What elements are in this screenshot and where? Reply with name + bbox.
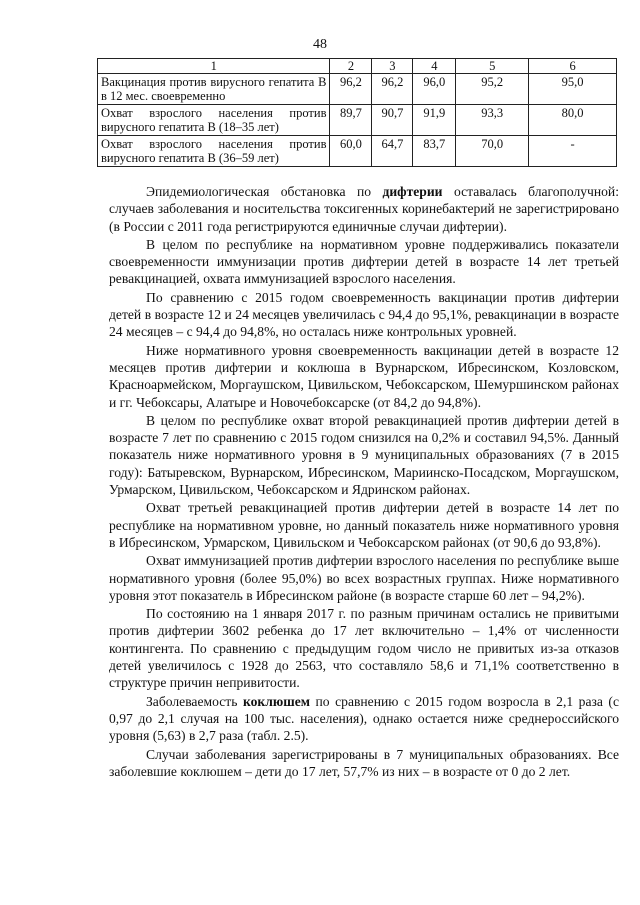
table-row (98, 105, 617, 136)
paragraph-below-normative-districts: Ниже нормативного уровня своевременность вакцинации детей в возрасте 12 месяцев против дифтерии и коклюша в Вурнарском, Ибресинском, Козловском, Красноармейском, Моргаушском, Цивильском, Чебоксарском, Шемуршинском районах и гг. Чебоксары, Алатыре и Новочебоксарске (от 84,2 до 94,8%). (109, 342, 619, 410)
table-cell: 83,7 (413, 136, 456, 167)
paragraph-adult-immunization: Охват иммунизацией против дифтерии взрослого населения по республике выше нормативного уровня (более 95,0%) во всех возрастных группах. Ниже нормативного уровня этот показатель в Ибресинском районе (в возрасте старше 60 лет – 94,2%). (109, 553, 619, 603)
table-row-label: Вакцинация против вирусного гепатита В в 12 мес. своевременно (98, 74, 330, 105)
paragraph-third-revaccination: Охват третьей ревакцинацией против дифтерии детей в возрасте 14 лет по республике на нормативном уровне, но данный показатель ниже нормативного уровня в Ибресинском, Урмарском, Цивильском и Чебоксарском районах (от 90,6 до 93,8%). (109, 500, 619, 550)
paragraph-unvaccinated: По состоянию на 1 января 2017 г. по разным причинам остались не привитыми против дифтерии 3602 ребенка до 17 лет включительно – 1,4% от численности контингента. По сравнению с предыдущим годом число не привитых из-за отказов детей увеличилось с 1928 до 2563, что составляло 58,6 и 71,1% соответственно в структуре причин непривитости. (109, 606, 619, 691)
table-cell: 60,0 (330, 136, 372, 167)
table-cell: 95,0 (529, 74, 617, 105)
table-row-label: Охват взрослого населения против вирусного гепатита В (36–59 лет) (98, 136, 330, 167)
table-header-cell: 2 (330, 59, 372, 74)
table-header-cell: 5 (456, 59, 529, 74)
table-header-row (98, 59, 617, 74)
table-cell: 90,7 (372, 105, 413, 136)
paragraph-pertussis-cases: Случаи заболевания зарегистрированы в 7 муниципальных образованиях. Все заболевшие коклюшем – дети до 17 лет, 57,7% из них – в возрасте от 0 до 2 лет. (109, 746, 619, 779)
paragraph-second-revaccination: В целом по республике охват второй ревакцинацией против дифтерии детей в возрасте 7 лет по сравнению с 2015 годом снизился на 0,2% и составил 94,5%. Данный показатель ниже нормативного уровня в 9 муниципальных образованиях (7 в 2015 году): Батыревском, Вурнарском, Ибресинском, Мариинско-Посадском, Моргаушском, Урмарском, Цивильском, Чебоксарском и Ядринском районах. (109, 412, 619, 498)
paragraph-timeliness-comparison: По сравнению с 2015 годом своевременность вакцинации против дифтерии детей в возрасте 12 и 24 месяцев увеличилась с 94,4 до 95,1%, ревакцинации в возрасте 24 месяцев – с 94,4 до 94,8%, но осталась ниже контрольных уровней. (109, 289, 619, 340)
paragraph-text: Эпидемиологическая обстановка по (146, 184, 383, 199)
vaccination-table (97, 58, 617, 167)
table-cell: 70,0 (456, 136, 529, 167)
table-cell: 93,3 (456, 105, 529, 136)
paragraph-pertussis-incidence (109, 693, 619, 745)
page-number: 48 (313, 37, 327, 52)
table-cell: 96,2 (330, 74, 372, 105)
table-cell: 64,7 (372, 136, 413, 167)
paragraph-text: Заболеваемость (146, 693, 243, 709)
table-row (98, 74, 617, 105)
table-header-cell: 1 (98, 59, 330, 74)
table-cell: - (529, 136, 617, 167)
bold-term-diphtheria: дифтерии (382, 184, 443, 199)
table-cell: 96,0 (413, 74, 456, 105)
table-row (98, 136, 617, 167)
table-header-cell: 6 (529, 59, 617, 74)
table-cell: 89,7 (330, 105, 372, 136)
table-header-cell: 3 (372, 59, 413, 74)
paragraph-normative-level: В целом по республике на нормативном уровне поддерживались показатели своевременности иммунизации против дифтерии детей в возрасте 14 лет третьей ревакцинацией, охвата иммунизацией взрослого населения. (109, 236, 619, 287)
bold-term-pertussis: коклюшем (242, 693, 311, 709)
table-cell: 95,2 (456, 74, 529, 105)
table-cell: 91,9 (413, 105, 456, 136)
paragraph-diphtheria-situation (109, 183, 619, 235)
table-header-cell: 4 (413, 59, 456, 74)
table-cell: 96,2 (372, 74, 413, 105)
text-body (109, 183, 619, 781)
table-cell: 80,0 (529, 105, 617, 136)
table-row-label: Охват взрослого населения против вирусного гепатита В (18–35 лет) (98, 105, 330, 136)
paragraph-text: оставалась благополучной: случаев заболевания и носительства токсигенных коринебактерий не зарегистрировано (в России с 2011 года регистрируются единичные случаи дифтерии). (109, 184, 619, 234)
paragraph-text: по сравнению с 2015 годом возросла в 2,1 раза (с 0,97 до 2,1 случая на 100 тыс. населения), однако остается ниже среднероссийского уровня (5,63) в 2,7 раза (табл. 2.5). (109, 693, 619, 744)
